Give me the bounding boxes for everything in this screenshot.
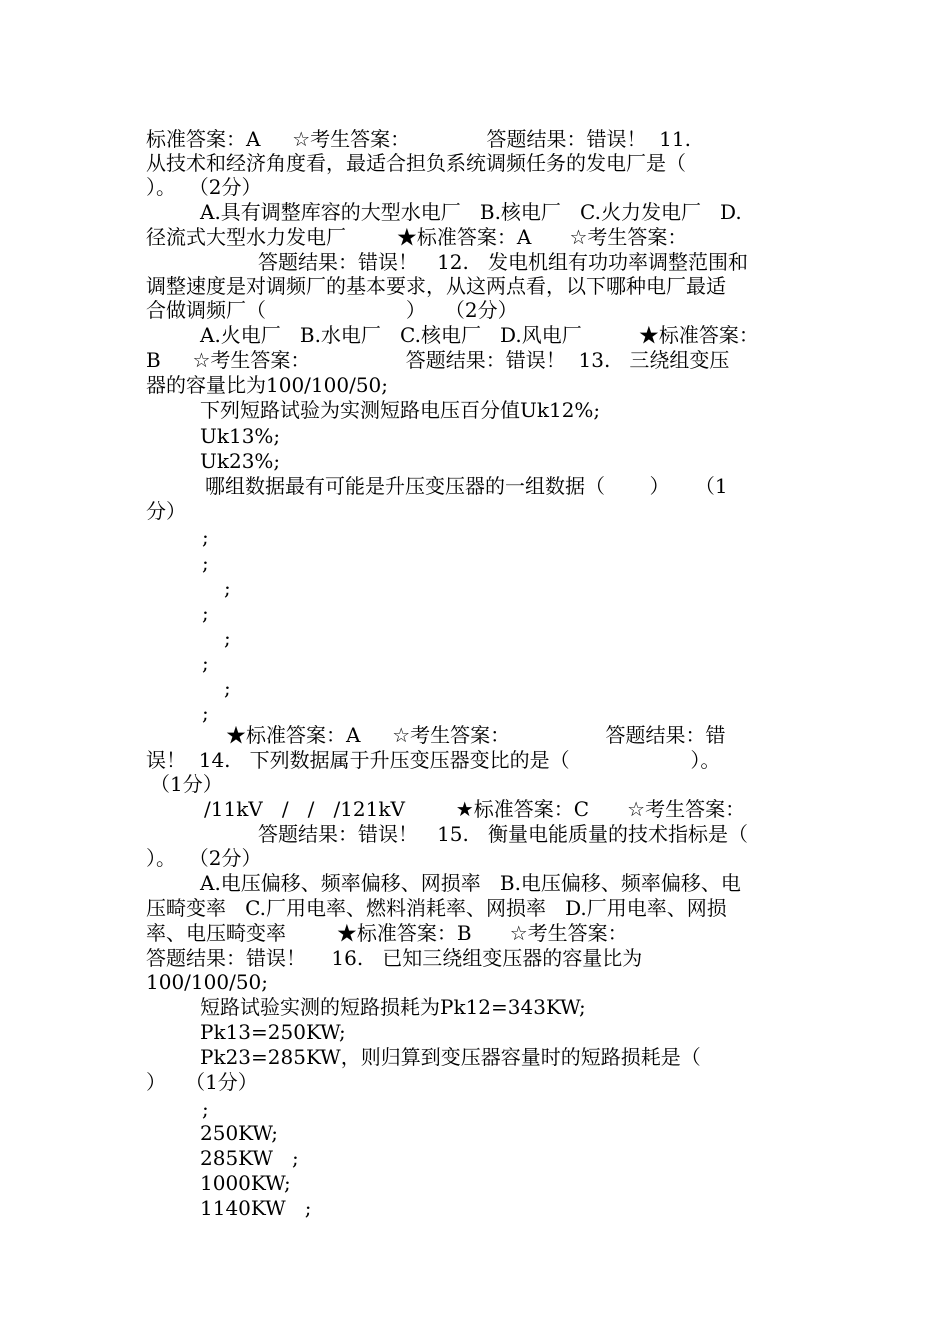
text-line: Pk13=250KW;: [200, 1020, 346, 1044]
text-line: 1000KW;: [200, 1171, 291, 1195]
text-line: B ☆考生答案： 答题结果：错误！ 13. 三绕组变压: [146, 348, 730, 372]
text-line: ;: [202, 601, 209, 625]
text-line: （1分）: [150, 772, 223, 796]
text-line: 下列短路试验为实测短路电压百分值Uk12%;: [200, 398, 601, 422]
text-line: ;: [224, 676, 231, 700]
text-line: 率、电压畸变率 ★标准答案：B ☆考生答案：: [146, 921, 628, 945]
text-line: 标准答案：A ☆考生答案： 答题结果：错误！ 11.: [146, 127, 691, 151]
text-line: ;: [202, 525, 209, 549]
text-line: ）。 （2分）: [146, 846, 262, 870]
text-line: 分）: [146, 499, 186, 523]
text-line: 径流式大型水力发电厂 ★标准答案：A ☆考生答案：: [146, 225, 688, 249]
text-line: 误！ 14. 下列数据属于升压变压器变比的是（ ）。: [146, 748, 721, 772]
text-line: A.具有调整库容的大型水电厂 B.核电厂 C.火力发电厂 D.: [200, 200, 742, 224]
text-line: 器的容量比为100/100/50;: [146, 373, 389, 397]
text-line: 100/100/50;: [146, 970, 269, 994]
text-line: ;: [224, 626, 231, 650]
text-line: ;: [224, 576, 231, 600]
text-line: 答题结果：错误！ 16. 已知三绕组变压器的容量比为: [146, 946, 643, 970]
text-line: ） （1分）: [146, 1070, 258, 1094]
text-line: ;: [202, 551, 209, 575]
text-line: ★标准答案：A ☆考生答案： 答题结果：错: [226, 723, 726, 747]
text-line: 答题结果：错误！ 12. 发电机组有功功率调整范围和: [258, 250, 748, 274]
text-line: 调整速度是对调频厂的基本要求，从这两点看，以下哪种电厂最适: [146, 274, 726, 298]
text-line: 压畸变率 C.厂用电率、燃料消耗率、网损率 D.厂用电率、网损: [146, 896, 727, 920]
text-line: 1140KW ;: [200, 1196, 312, 1220]
text-line: 哪组数据最有可能是升压变压器的一组数据（ ） （1: [205, 474, 728, 498]
text-line: 250KW;: [200, 1121, 278, 1145]
text-line: /11kV / / /121kV ★标准答案：C ☆考生答案：: [204, 797, 746, 821]
text-line: 285KW ;: [200, 1146, 299, 1170]
text-line: A.电压偏移、频率偏移、网损率 B.电压偏移、频率偏移、电: [200, 871, 741, 895]
text-line: 从技术和经济角度看，最适合担负系统调频任务的发电厂是（: [146, 151, 686, 175]
text-line: Pk23=285KW，则归算到变压器容量时的短路损耗是（: [200, 1045, 701, 1069]
text-line: ;: [202, 1097, 209, 1121]
text-line: ;: [202, 651, 209, 675]
text-line: ;: [202, 701, 209, 725]
text-line: Uk23%;: [200, 449, 281, 473]
text-line: A.火电厂 B.水电厂 C.核电厂 D.风电厂 ★标准答案：: [200, 323, 759, 347]
text-line: 短路试验实测的短路损耗为Pk12=343KW;: [200, 995, 586, 1019]
text-line: 答题结果：错误！ 15. 衡量电能质量的技术指标是（: [258, 822, 748, 846]
text-line: 合做调频厂（ ） （2分）: [146, 298, 518, 322]
text-line: Uk13%;: [200, 424, 281, 448]
text-line: ）。 （2分）: [146, 175, 262, 199]
